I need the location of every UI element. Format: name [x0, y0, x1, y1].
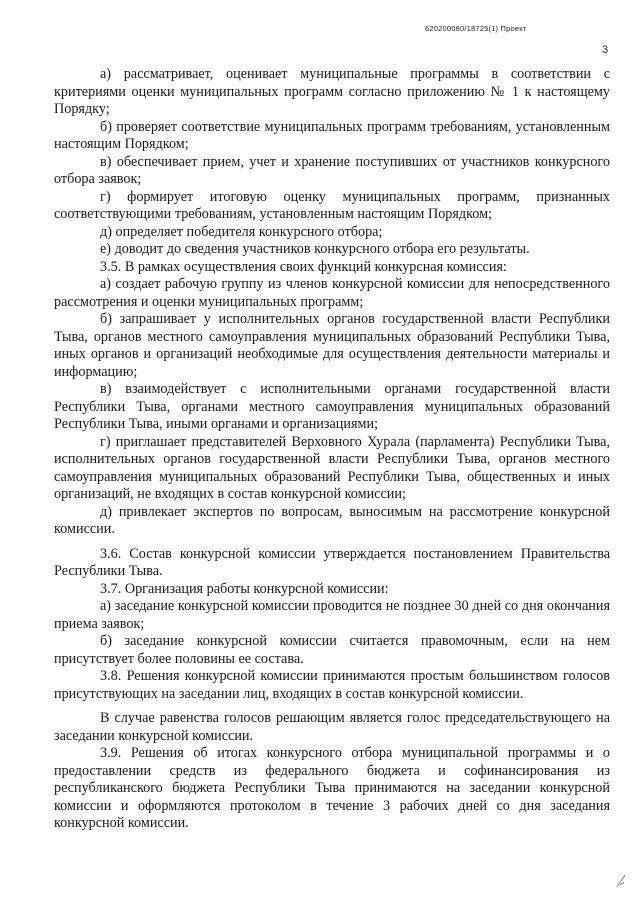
- pen-mark-icon: [614, 873, 628, 889]
- paragraph-3-5-b: б) запрашивает у исполнительных органов государственной власти Республики Тыва, органов местного самоуправления муниципальных образований Республики Тыва, иных органов и организаций необходимые для осуществления деятельности материалы и информацию;: [54, 311, 610, 380]
- paragraph-3-4-e: е) доводит до сведения участников конкурсного отбора его результаты.: [100, 241, 530, 257]
- paragraph-3-4-g: г) формирует итоговую оценку муниципальных программ, признанных соответствующими требованиям, установленным настоящим Порядком;: [54, 188, 610, 222]
- paragraph-3-7: 3.7. Организация работы конкурсной комиссии:: [100, 580, 389, 597]
- paragraph-3-6: 3.6. Состав конкурсной комиссии утверждается постановлением Правительства Республики Тыва.: [54, 545, 610, 579]
- paragraph-3-5-g: г) приглашает представителей Верховного Хурала (парламента) Республики Тыва, исполнительных органов государственной власти Республики Тыва, органов местного самоуправления муниципальных образований Республики Тыва, общественных и иных организаций, не входящих в состав конкурсной комиссии;: [54, 433, 610, 502]
- paragraph-3-4-b: б) проверяет соответствие муниципальных программ требованиям, установленным настоящим Порядком;: [54, 118, 610, 152]
- paragraph-3-8: 3.8. Решения конкурсной комиссии принимаются простым большинством голосов присутствующих на заседании лиц, входящих в состав конкурсной комиссии.: [54, 668, 610, 702]
- paragraph-3-5-v: в) взаимодействует с исполнительными органами государственной власти Республики Тыва, органами местного самоуправления муниципальных образований Республики Тыва, иными органами и организациями;: [54, 381, 610, 432]
- document-body: [54, 66, 610, 833]
- paragraph-3-4-a: а) рассматривает, оценивает муниципальные программы в соответствии с критериями оценки муниципальных программ согласно приложению № 1 к настоящему Порядку;: [54, 66, 610, 117]
- paragraph-3-4-v: в) обеспечивает прием, учет и хранение поступивших от участников конкурсного отбора заявок;: [54, 153, 610, 187]
- paragraph-3-7-a: а) заседание конкурсной комиссии проводится не позднее 30 дней со дня окончания приема заявок;: [54, 598, 610, 632]
- page-number: 3: [602, 44, 609, 56]
- paragraph-3-4-d: д) определяет победителя конкурсного отбора;: [100, 223, 383, 240]
- paragraph-3-8-tie: В случае равенства голосов решающим является голос председательствующего на заседании конкурсной комиссии.: [54, 710, 610, 744]
- paragraph-3-9: 3.9. Решения об итогах конкурсного отбора муниципальной программы и о предоставлении средств из федерального бюджета и софинансирования из республиканского бюджета Республики Тыва принимаются на заседании конкурсной комиссии и оформляются протоколом в течение 3 рабочих дней со дня заседания конкурсной комиссии.: [54, 745, 610, 831]
- paragraph-3-5-a: а) создает рабочую группу из членов конкурсной комиссии для непосредственного рассмотрения и оценки муниципальных программ;: [54, 276, 610, 310]
- paragraph-3-7-b: б) заседание конкурсной комиссии считается правомочным, если на нем присутствует более половины ее состава.: [54, 633, 610, 667]
- paragraph-3-5-d: д) привлекает экспертов по вопросам, выносимым на рассмотрение конкурсной комиссии.: [54, 503, 610, 537]
- document-id: 620200080/18725(1) Проект: [425, 24, 527, 33]
- paragraph-3-5: 3.5. В рамках осуществления своих функций конкурсная комиссия:: [100, 258, 507, 275]
